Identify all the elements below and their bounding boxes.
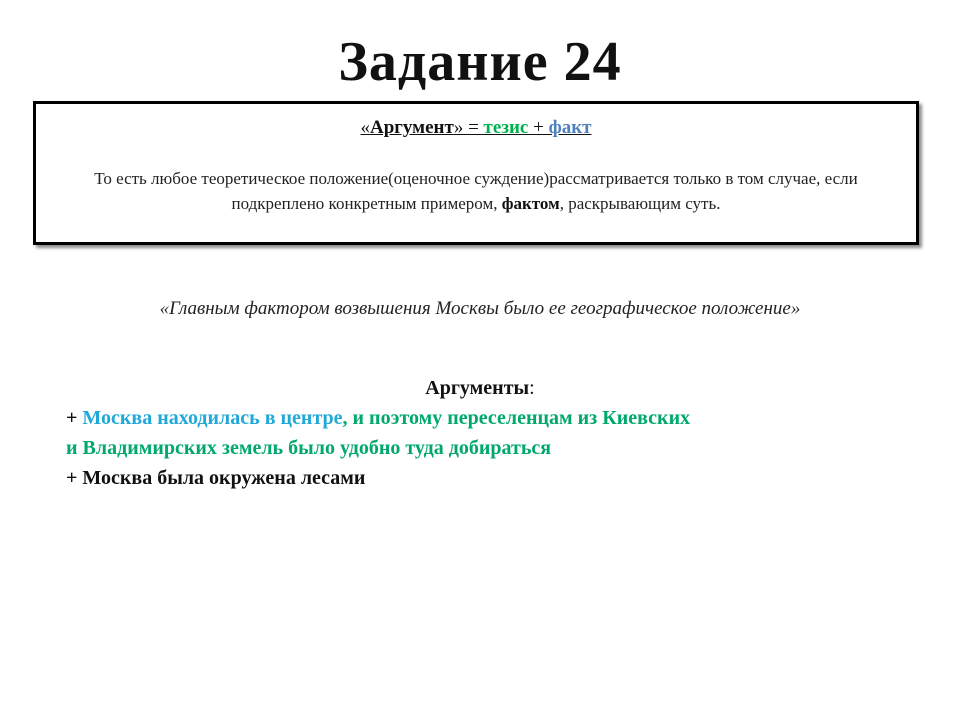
explanation-text-2: , раскрывающим суть. bbox=[559, 194, 721, 213]
formula-equals: » = bbox=[453, 117, 484, 138]
definition-box bbox=[33, 101, 919, 245]
formula-quote-open: « bbox=[360, 117, 370, 138]
explanation-bold: фактом bbox=[501, 194, 560, 213]
formula-fact: факт bbox=[548, 117, 592, 138]
argument-item bbox=[66, 403, 906, 433]
argument-highlight: Москва находилась в центре bbox=[82, 407, 343, 429]
thesis-quote: «Главным фактором возвышения Москвы было ее географическое положение» bbox=[159, 298, 801, 319]
formula-plus: + bbox=[533, 117, 549, 138]
argument-item bbox=[66, 463, 906, 493]
explanation-text-1: То есть любое теоретическое положение(оценочное суждение)рассматривается только в том случае, если подкреплено конкретным примером, bbox=[94, 169, 858, 213]
argument-text: Москва была окружена лесами bbox=[82, 467, 366, 489]
argument-formula bbox=[36, 116, 916, 140]
formula-thesis: тезис bbox=[483, 117, 534, 138]
argument-prefix: + bbox=[66, 407, 83, 429]
argument-prefix: + bbox=[66, 467, 83, 489]
argument-continuation: и Владимирских земель было удобно туда добираться bbox=[66, 437, 552, 459]
arguments-heading-text: Аргументы bbox=[425, 377, 530, 399]
formula-term: Аргумент bbox=[370, 117, 454, 138]
slide-title: Задание 24 bbox=[338, 31, 622, 93]
formula-explanation bbox=[66, 166, 886, 216]
arguments-list bbox=[66, 403, 906, 493]
argument-text: , и поэтому переселенцам из Киевских bbox=[342, 407, 691, 429]
arguments-heading bbox=[0, 374, 960, 402]
arguments-heading-colon: : bbox=[529, 377, 535, 399]
